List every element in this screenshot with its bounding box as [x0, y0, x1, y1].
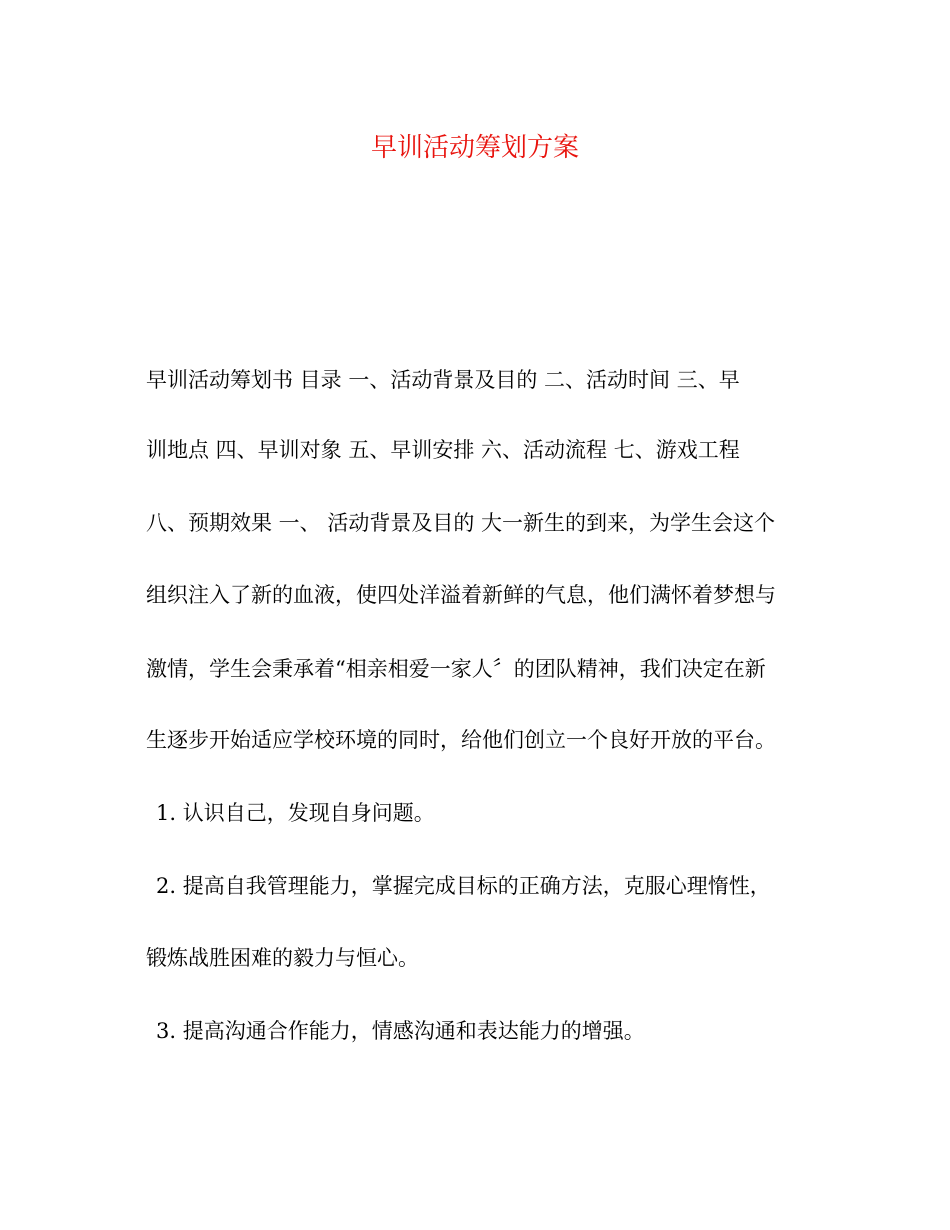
body-line-2: 训地点 四、早训对象 五、早训安排 六、活动流程 七、游戏工程 [146, 438, 740, 462]
list-item-3: 3. 提高沟通合作能力，情感沟通和表达能力的增强。 [156, 1019, 645, 1043]
body-line-1: 早训活动筹划书 目录 一、活动背景及目的 二、活动时间 三、早 [146, 368, 740, 392]
body-line-6: 生逐步开始适应学校环境的同时，给他们创立一个良好开放的平台。 [146, 728, 776, 752]
list-item-1: 1. 认识自己，发现自身问题。 [156, 801, 435, 825]
list-item-2-continued: 锻炼战胜困难的毅力与恒心。 [146, 946, 419, 970]
body-line-4: 组织注入了新的血液，使四处洋溢着新鲜的气息，他们满怀着梦想与 [146, 583, 776, 607]
list-item-2: 2. 提高自我管理能力，掌握完成目标的正确方法，克服心理惰性， [156, 874, 771, 898]
body-line-3: 八、预期效果 一、 活动背景及目的 大一新生的到来，为学生会这个 [146, 511, 776, 535]
body-line-5: 激情，学生会秉承着“相亲相爱一家人〞的团队精神，我们决定在新 [146, 657, 766, 681]
document-title: 早训活动筹划方案 [370, 133, 579, 163]
